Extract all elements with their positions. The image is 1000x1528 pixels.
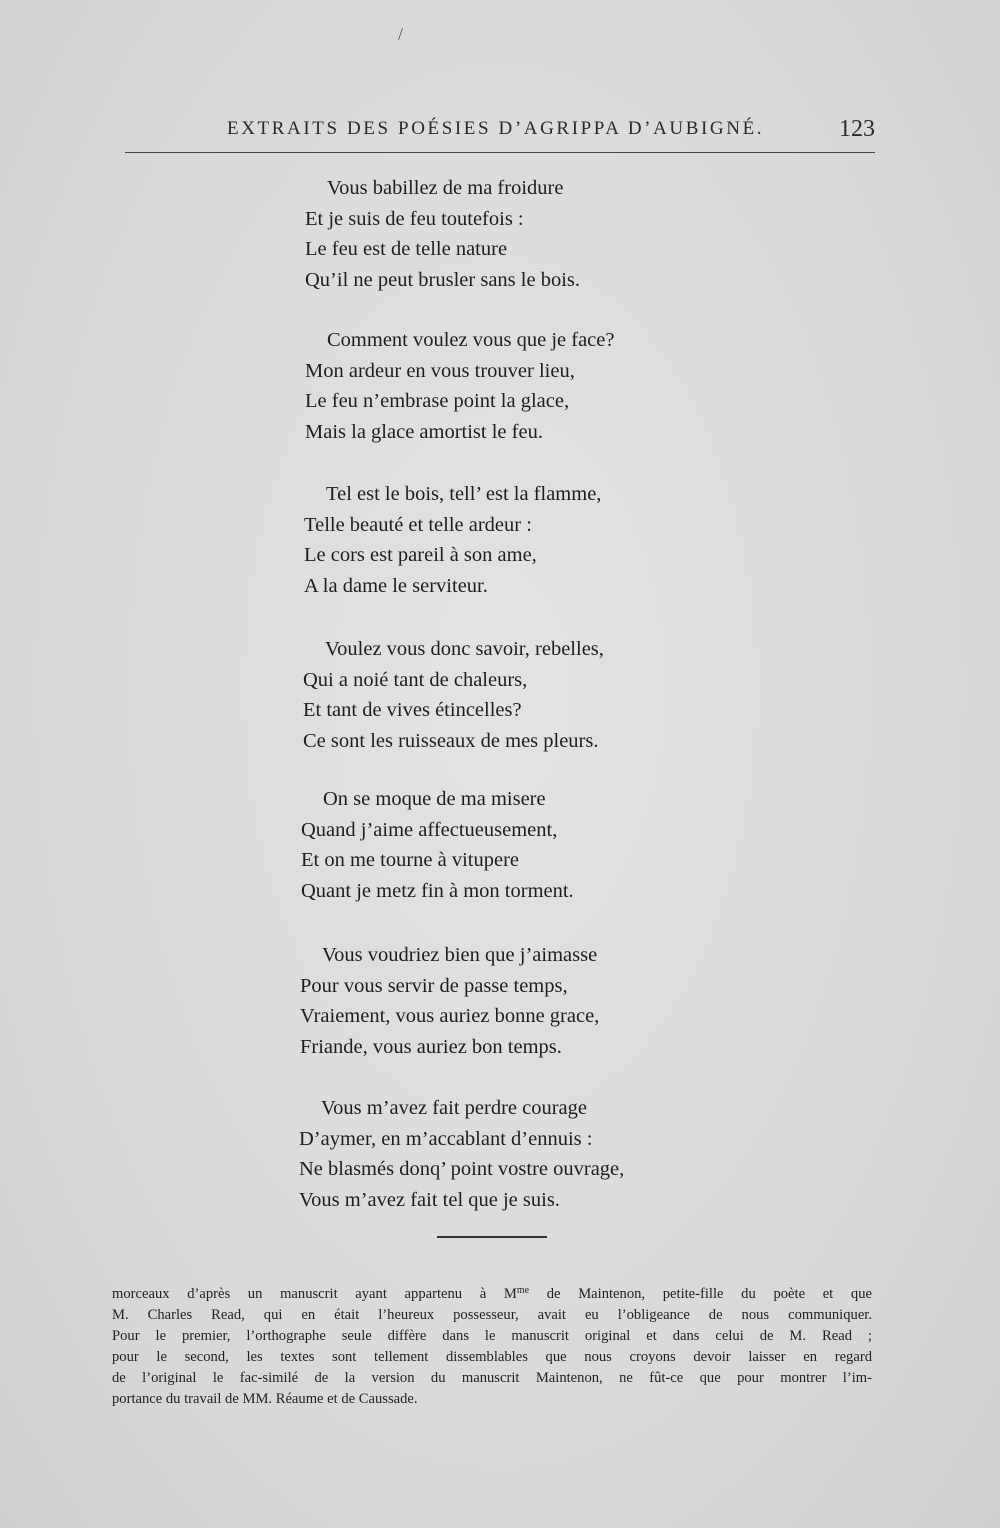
page-header [125, 118, 875, 150]
verse-line: Mon ardeur en vous trouver lieu, [305, 359, 575, 382]
footnote-line: portance du travail de MM. Réaume et de Caussade. [112, 1391, 418, 1407]
verse-line: Comment voulez vous que je face? [327, 329, 615, 351]
verse-line: Le feu n’embrase point la glace, [305, 390, 570, 412]
verse-line: Ne blasmés donq’ point vostre ouvrage, [299, 1158, 625, 1180]
verse-line: Quant je metz fin à mon torment. [301, 879, 574, 902]
verse-line: Vous babillez de ma froidure [327, 177, 564, 199]
stanza-3 [304, 479, 601, 601]
verse-line: Telle beauté et telle ardeur : [304, 513, 532, 536]
verse-line: Vraiement, vous auriez bonne grace, [300, 1005, 600, 1027]
verse-line: Vous m’avez fait tel que je suis. [299, 1188, 560, 1211]
verse-line: Le feu est de telle nature [305, 238, 508, 260]
stanza-7 [299, 1093, 624, 1215]
stanza-5 [301, 784, 574, 906]
footnote-line: de l’original le fac-similé de la version du manuscrit Maintenon, ne fût-ce que pour montrer l’im- [112, 1370, 872, 1386]
footnote-text: morceaux d’après un manuscrit ayant appartenu à M [112, 1286, 517, 1302]
stanza-6 [300, 940, 599, 1062]
verse-line: Et tant de vives étincelles? [303, 699, 522, 721]
verse-line: Tel est le bois, tell’ est la flamme, [326, 483, 602, 505]
verse-line: Qu’il ne peut brusler sans le bois. [305, 268, 580, 291]
running-title: EXTRAITS DES POÉSIES D’AGRIPPA D’AUBIGNÉ. [227, 118, 765, 139]
footnote [112, 1280, 872, 1410]
verse-line: Pour vous servir de passe temps, [300, 974, 568, 997]
verse-line: Vous voudriez bien que j’aimasse [322, 944, 598, 966]
footnote-line [112, 1280, 872, 1305]
verse-line: On se moque de ma misere [323, 788, 546, 810]
verse-line: Vous m’avez fait perdre courage [321, 1097, 587, 1119]
top-mark: / [398, 24, 404, 44]
verse-line: Qui a noié tant de chaleurs, [303, 668, 528, 691]
footnote-line: M. Charles Read, qui en était l’heureux possesseur, avait eu l’obligeance de nous communiquer. [112, 1307, 872, 1323]
verse-line: Quand j’aime affectueusement, [301, 818, 558, 841]
verse-line: Ce sont les ruisseaux de mes pleurs. [303, 729, 599, 752]
stanza-2 [305, 325, 614, 447]
verse-line: Et je suis de feu toutefois : [305, 207, 524, 230]
verse-line: Friande, vous auriez bon temps. [300, 1035, 562, 1058]
verse-line: A la dame le serviteur. [304, 574, 488, 597]
verse-line: Mais la glace amortist le feu. [305, 420, 543, 443]
footnote-line: pour le second, les textes sont tellement dissemblables que nous croyons devoir laisser en regard [112, 1349, 872, 1365]
stanza-4 [303, 634, 604, 756]
footnote-superscript: me [516, 1285, 530, 1296]
header-rule [125, 152, 875, 153]
footnote-text: de Maintenon, petite-fille du poète et que [529, 1286, 872, 1302]
page-number: 123 [839, 116, 875, 142]
verse-line: D’aymer, en m’accablant d’ennuis : [299, 1127, 593, 1150]
verse-line: Le cors est pareil à son ame, [304, 544, 537, 566]
verse-line: Et on me tourne à vitupere [301, 849, 520, 871]
stanza-1 [305, 173, 580, 295]
verse-line: Voulez vous donc savoir, rebelles, [325, 638, 604, 660]
poem-end-rule [437, 1236, 547, 1238]
footnote-line: Pour le premier, l’orthographe seule diffère dans le manuscrit original et dans celui de M. Read ; [112, 1328, 872, 1344]
